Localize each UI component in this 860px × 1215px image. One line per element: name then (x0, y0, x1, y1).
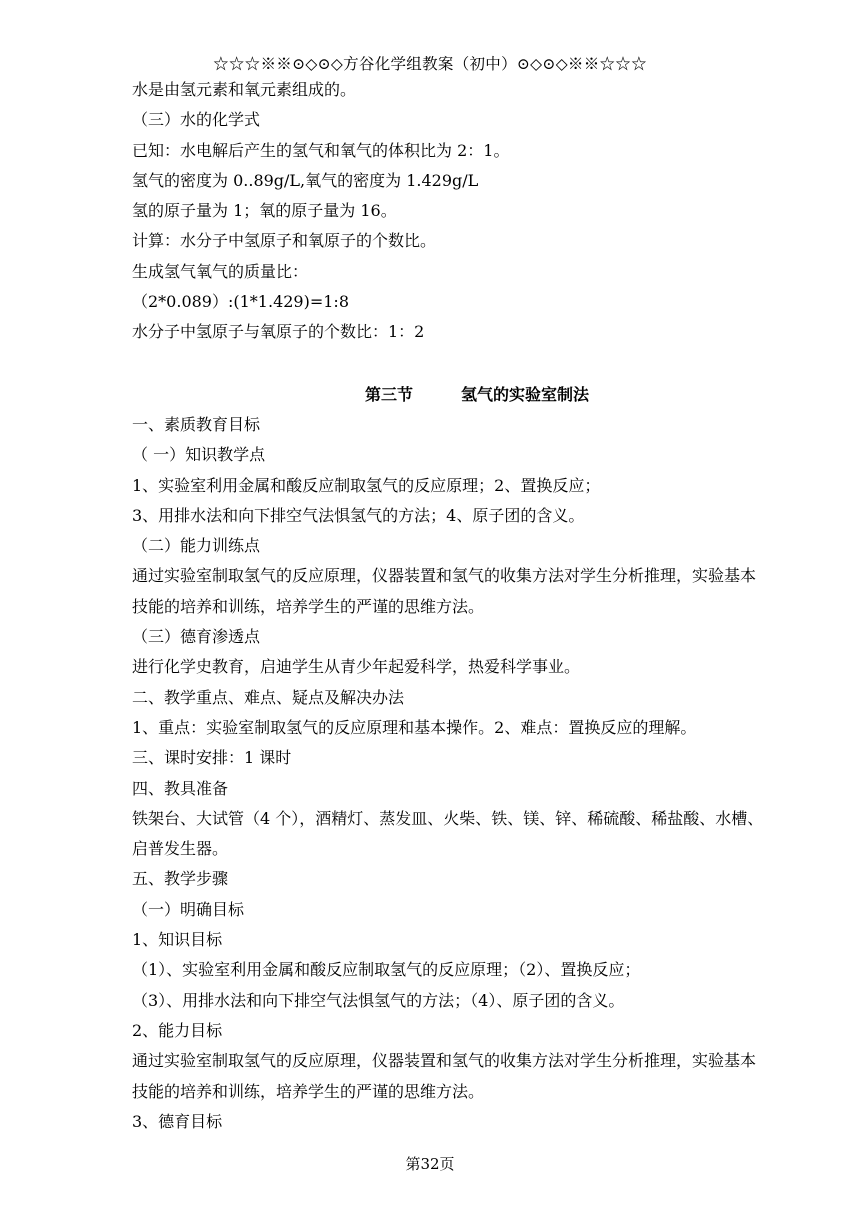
text-line: 计算：水分子中氢原子和氧原子的个数比。 (132, 231, 437, 251)
text-line: 技能的培养和训练，培养学生的严谨的思维方法。 (132, 1081, 485, 1101)
text-line: （3）、用排水法和向下排空气法惧氢气的方法；（4）、原子团的含义。 (132, 990, 625, 1010)
text-line: 水分子中氢原子与氧原子的个数比：1：2 (132, 322, 425, 342)
heading-line: 二、教学重点、难点、疑点及解决办法 (132, 687, 405, 707)
heading-line: 一、素质教育目标 (132, 414, 261, 434)
text-line: 生成氢气氧气的质量比： (132, 261, 309, 281)
text-line: 氢的原子量为 1；氧的原子量为 16。 (132, 201, 397, 221)
section-heading: 氢气的实验室制法 (461, 384, 590, 404)
page-header: ☆☆☆※※⊙◇⊙◇方谷化学组教案（初中）⊙◇⊙◇※※☆☆☆ (213, 55, 647, 73)
page-number: 第32页 (405, 1155, 455, 1173)
subheading: （一）明确目标 (132, 899, 245, 919)
text-line: 通过实验室制取氢气的反应原理，仪器装置和氢气的收集方法对学生分析推理，实验基本 (132, 1051, 757, 1071)
text-line: 铁架台、大试管（4 个），酒精灯、蒸发皿、火柴、铁、镁、锌、稀硫酸、稀盐酸、水槽、 (132, 808, 764, 828)
heading-line: 四、教具准备 (132, 778, 229, 798)
text-line: 1、重点：实验室制取氢气的反应原理和基本操作。2、难点：置换反应的理解。 (132, 717, 697, 737)
formula-line: （2*0.089）:(1*1.429)=1:8 (132, 292, 350, 312)
subheading: （ 一）知识教学点 (132, 445, 266, 465)
text-line: 1、知识目标 (132, 930, 223, 950)
text-line: 3、用排水法和向下排空气法惧氢气的方法；4、原子团的含义。 (132, 505, 585, 525)
text-line: 2、能力目标 (132, 1020, 223, 1040)
text-line: 启普发生器。 (132, 839, 229, 859)
heading-line: 三、课时安排：1 课时 (132, 748, 292, 768)
text-line: 1、实验室利用金属和酸反应制取氢气的反应原理；2、置换反应； (132, 475, 601, 495)
text-line: 通过实验室制取氢气的反应原理，仪器装置和氢气的收集方法对学生分析推理，实验基本 (132, 566, 757, 586)
text-line: （1）、实验室利用金属和酸反应制取氢气的反应原理；（2）、置换反应； (132, 960, 641, 980)
text-line: 已知：水电解后产生的氢气和氧气的体积比为 2：1。 (132, 140, 510, 160)
subheading: （二）能力训练点 (132, 536, 261, 556)
document-body (132, 75, 812, 1137)
heading-line: 五、教学步骤 (132, 869, 229, 889)
subheading: （三）水的化学式 (132, 110, 261, 130)
spacer (132, 348, 812, 380)
subheading: （三）德育渗透点 (132, 627, 261, 647)
text-line: 技能的培养和训练，培养学生的严谨的思维方法。 (132, 596, 485, 616)
section-title (132, 380, 812, 410)
text-line: 水是由氢元素和氧元素组成的。 (132, 80, 357, 99)
text-line: 3、德育目标 (132, 1111, 223, 1131)
text-line: 氢气的密度为 0..89g/L,氧气的密度为 1.429g/L (132, 170, 479, 190)
section-number: 第三节 (364, 384, 413, 404)
text-line: 进行化学史教育，启迪学生从青少年起爱科学，热爱科学事业。 (132, 657, 581, 677)
